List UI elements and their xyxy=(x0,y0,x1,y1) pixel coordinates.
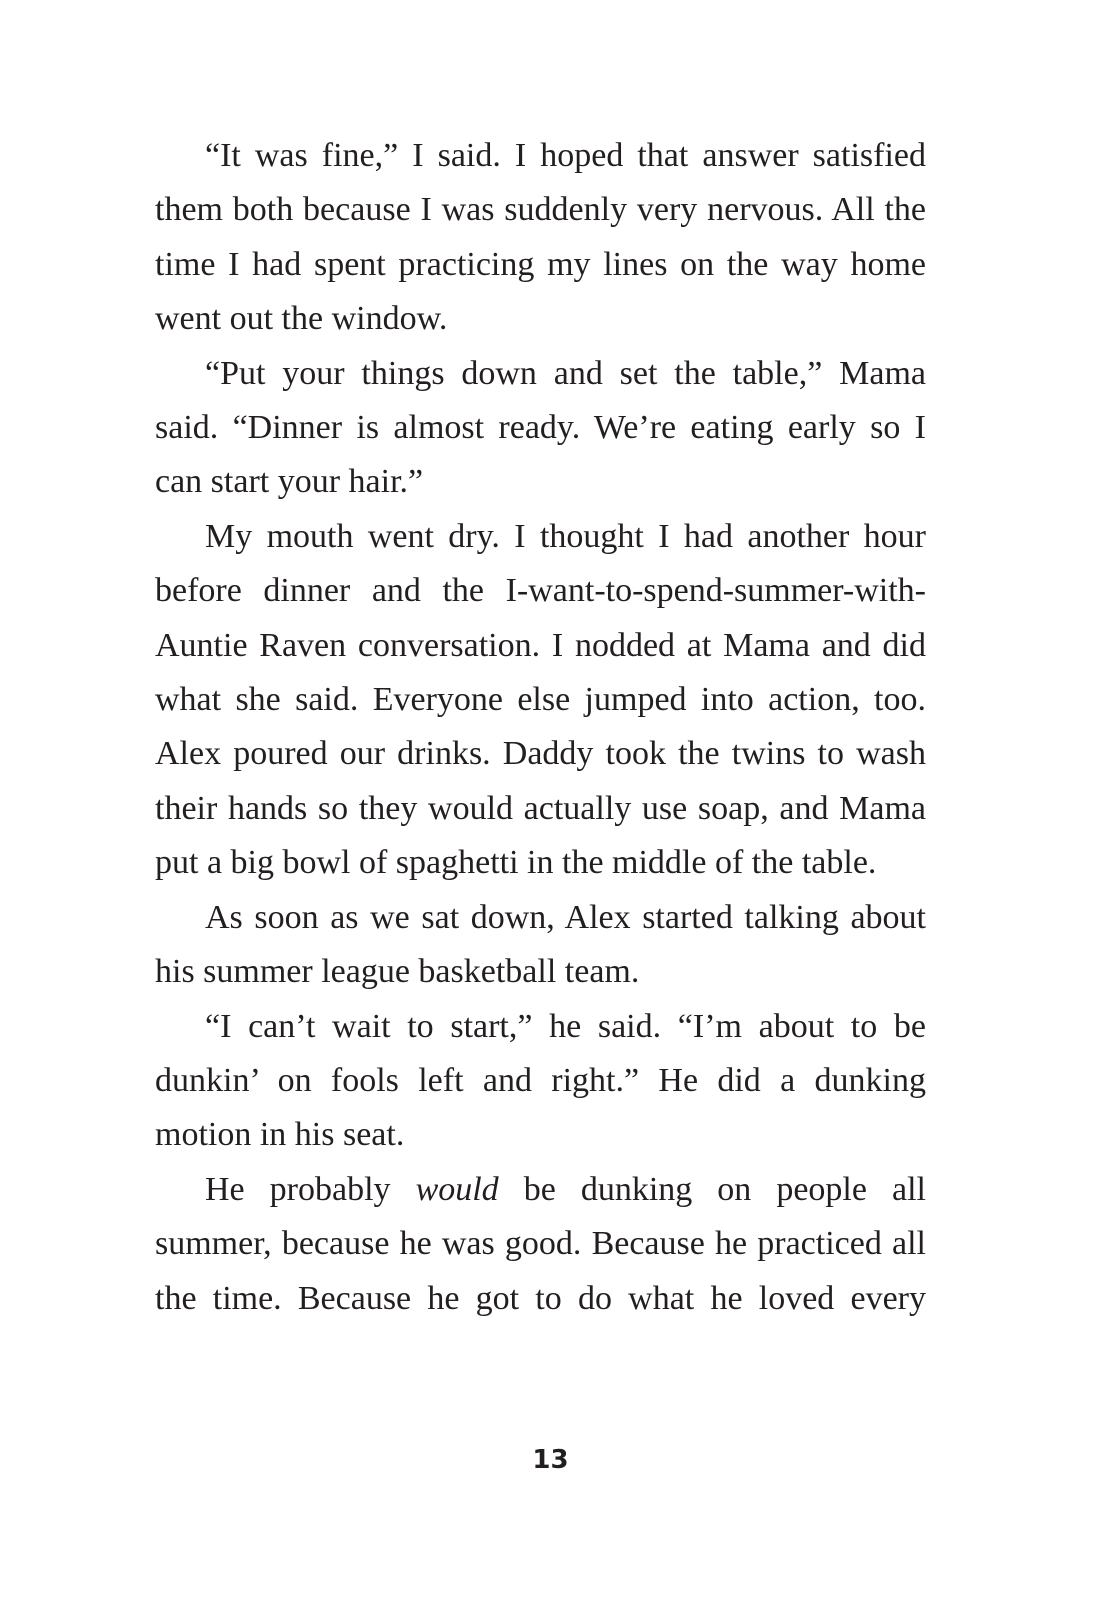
body-text xyxy=(155,129,926,1326)
paragraph: “It was fine,” I said. I hoped that answer satisfied them both because I was suddenly very nervous. All the time I had spent practicing my lines on the way home went out the window. xyxy=(155,137,926,338)
text-run: be dunking on people all summer, because he was good. Because he practiced all the time. Because he got to do what he loved every xyxy=(155,1170,926,1317)
page-number: 13 xyxy=(532,1445,569,1475)
paragraph: As soon as we sat down, Alex started talking about his summer league basketball team. xyxy=(155,898,926,991)
text-run: He probably xyxy=(205,1170,416,1208)
paragraph: “I can’t wait to start,” he said. “I’m about to be dunkin’ on fools left and right.” He did a dunking motion in his seat. xyxy=(155,1007,926,1154)
paragraph-continued xyxy=(155,1163,926,1326)
paragraph: “Put your things down and set the table,” Mama said. “Dinner is almost ready. We’re eating early so I can start your hair.” xyxy=(155,354,926,501)
emphasized-word: would xyxy=(415,1170,499,1208)
paragraph: My mouth went dry. I thought I had another hour before dinner and the I-want-to-spend-summer-with-Auntie Raven conversation. I nodded at Mama and did what she said. Everyone else jumped into action, too. Alex poured our drinks. Daddy took the twins to wash their hands so they would actually use soap, and Mama put a big bowl of spaghetti in the middle of the table. xyxy=(155,517,926,882)
